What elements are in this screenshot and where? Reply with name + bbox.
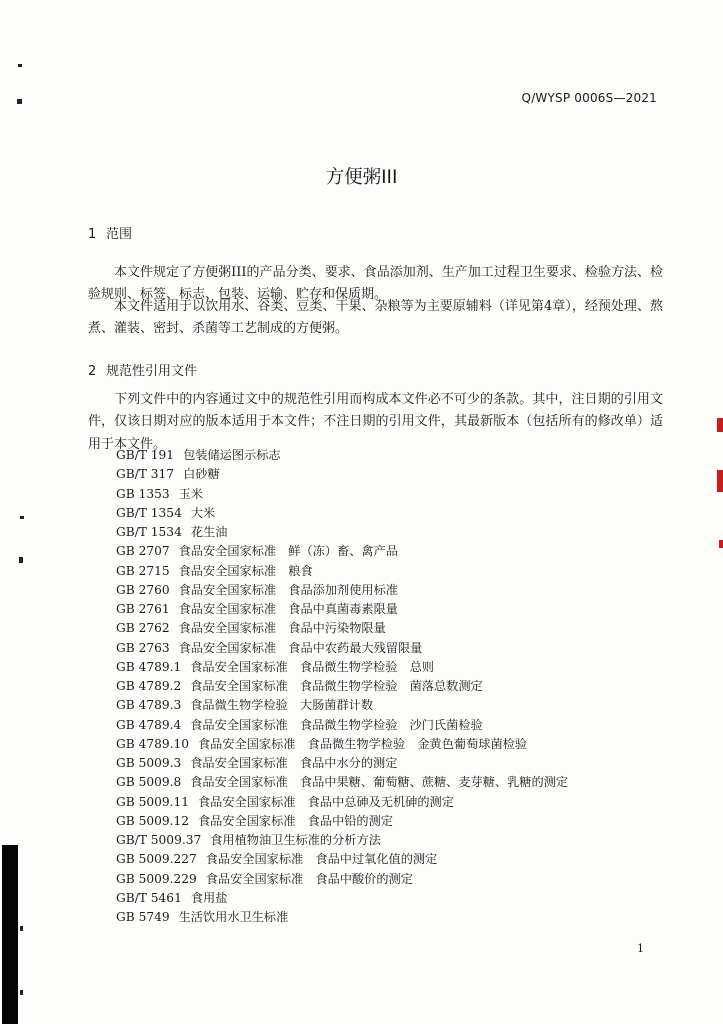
reference-title: 食品安全国家标准 食品中过氧化值的测定 bbox=[205, 852, 438, 867]
reference-code: GB 4789.3 bbox=[116, 698, 182, 713]
reference-code: GB 4789.2 bbox=[116, 679, 182, 693]
reference-title: 包装储运图示标志 bbox=[183, 448, 281, 462]
reference-title: 食品安全国家标准 食品中果糖、葡萄糖、蔗糖、麦芽糖、乳糖的测定 bbox=[190, 775, 569, 790]
reference-item bbox=[116, 658, 568, 677]
reference-code: GB/T 1354 bbox=[116, 505, 182, 520]
reference-title: 白砂糖 bbox=[183, 467, 220, 482]
scan-red-mark bbox=[717, 418, 723, 432]
reference-item bbox=[116, 735, 568, 754]
document-code: Q/WYSP 0006S—2021 bbox=[521, 91, 657, 105]
reference-item bbox=[116, 677, 568, 696]
reference-code: GB 5009.227 bbox=[116, 852, 197, 867]
section-number: 1 bbox=[88, 227, 97, 242]
reference-item bbox=[116, 812, 568, 831]
reference-title: 食品安全国家标准 食品中水分的测定 bbox=[190, 756, 398, 770]
page-number: 1 bbox=[637, 942, 644, 955]
reference-title: 食品安全国家标准 鲜（冻）畜、禽产品 bbox=[178, 544, 398, 559]
document-title: 方便粥III bbox=[325, 167, 398, 188]
reference-title: 食用植物油卫生标准的分析方法 bbox=[210, 833, 381, 847]
reference-item bbox=[116, 639, 568, 658]
reference-item bbox=[116, 696, 568, 715]
reference-code: GB 5009.8 bbox=[116, 775, 182, 790]
reference-item bbox=[116, 562, 568, 581]
reference-code: GB/T 1534 bbox=[116, 525, 182, 539]
reference-item bbox=[116, 504, 568, 523]
reference-item bbox=[116, 773, 568, 792]
reference-item bbox=[116, 831, 568, 850]
section-1-heading bbox=[88, 223, 132, 242]
reference-item bbox=[116, 754, 568, 773]
reference-title: 生活饮用水卫生标准 bbox=[178, 910, 289, 924]
reference-title: 食用盐 bbox=[190, 890, 228, 905]
reference-code: GB/T 5009.37 bbox=[116, 833, 202, 847]
reference-title: 食品安全国家标准 食品中总砷及无机砷的测定 bbox=[197, 794, 454, 809]
reference-title: 食品安全国家标准 食品微生物学检验 菌落总数测定 bbox=[190, 679, 483, 693]
scan-mark bbox=[20, 516, 24, 519]
reference-code: GB 2707 bbox=[116, 544, 170, 559]
reference-item bbox=[116, 523, 568, 542]
reference-code: GB 5009.12 bbox=[116, 813, 189, 828]
reference-item bbox=[116, 485, 568, 504]
scan-mark bbox=[20, 926, 23, 931]
reference-item bbox=[116, 465, 568, 484]
scan-mark bbox=[20, 990, 23, 995]
reference-item bbox=[116, 908, 568, 927]
reference-code: GB 4789.1 bbox=[116, 659, 182, 674]
reference-item bbox=[116, 793, 568, 812]
reference-title: 食品安全国家标准 食品中污染物限量 bbox=[178, 621, 386, 636]
reference-title: 食品安全国家标准 食品微生物学检验 金黄色葡萄球菌检验 bbox=[197, 736, 528, 751]
scan-red-mark bbox=[719, 540, 723, 548]
reference-code: GB/T 191 bbox=[116, 448, 175, 462]
reference-code: GB 4789.10 bbox=[116, 736, 189, 751]
reference-title: 食品安全国家标准 食品中真菌毒素限量 bbox=[178, 602, 398, 616]
reference-code: GB/T 317 bbox=[116, 467, 175, 482]
reference-item bbox=[116, 716, 568, 735]
reference-item bbox=[116, 542, 568, 561]
reference-code: GB 5749 bbox=[116, 910, 170, 924]
scan-mark bbox=[18, 64, 22, 67]
reference-code: GB 2762 bbox=[116, 621, 170, 636]
reference-code: GB 2715 bbox=[116, 563, 170, 578]
reference-code: GB/T 5461 bbox=[116, 890, 182, 905]
reference-item bbox=[116, 619, 568, 638]
reference-item bbox=[116, 600, 568, 619]
reference-code: GB 2760 bbox=[116, 582, 170, 597]
reference-code: GB 5009.3 bbox=[116, 756, 182, 770]
section-number: 2 bbox=[88, 364, 97, 379]
reference-item bbox=[116, 581, 568, 600]
reference-code: GB 5009.11 bbox=[116, 794, 189, 809]
reference-title: 食品安全国家标准 食品微生物学检验 沙门氏菌检验 bbox=[190, 717, 483, 732]
reference-item bbox=[116, 889, 568, 908]
reference-code: GB 5009.229 bbox=[116, 871, 197, 886]
reference-code: GB 2761 bbox=[116, 602, 170, 616]
reference-code: GB 1353 bbox=[116, 486, 170, 501]
reference-title: 食品安全国家标准 食品中酸价的测定 bbox=[205, 871, 413, 886]
section-title: 范围 bbox=[106, 227, 133, 242]
reference-title: 食品安全国家标准 食品中农药最大残留限量 bbox=[178, 640, 423, 655]
reference-title: 食品安全国家标准 食品添加剂使用标准 bbox=[178, 582, 398, 597]
reference-title: 大米 bbox=[190, 505, 216, 520]
reference-item bbox=[116, 870, 568, 889]
reference-title: 食品安全国家标准 食品中铅的测定 bbox=[197, 813, 393, 828]
scan-mark bbox=[17, 99, 22, 104]
reference-title: 食品安全国家标准 粮食 bbox=[178, 563, 313, 578]
reference-list bbox=[116, 446, 568, 927]
section-2-heading bbox=[88, 360, 197, 379]
references-intro-paragraph: 下列文件中的内容通过文中的规范性引用而构成本文件必不可少的条款。其中，注日期的引用文件，仅该日期对应的版本适用于本文件；不注日期的引用文件，其最新版本（包括所有的修改单）适用于本文件。 bbox=[88, 392, 663, 452]
reference-title: 食品微生物学检验 大肠菌群计数 bbox=[190, 698, 374, 713]
reference-code: GB 2763 bbox=[116, 640, 170, 655]
scope-paragraph: 本文件适用于以饮用水、谷类、豆类、干果、杂粮等为主要原辅料（详见第4章），经预处理、熬煮、灌装、密封、杀菌等工艺制成的方便粥。 bbox=[88, 299, 663, 337]
reference-title: 玉米 bbox=[178, 486, 203, 501]
section-title: 规范性引用文件 bbox=[106, 364, 198, 379]
reference-item bbox=[116, 850, 568, 869]
reference-title: 食品安全国家标准 食品微生物学检验 总则 bbox=[190, 659, 434, 674]
scan-edge-bar bbox=[2, 845, 18, 1024]
reference-title: 花生油 bbox=[190, 525, 228, 539]
scan-mark bbox=[19, 557, 23, 563]
reference-item bbox=[116, 446, 568, 465]
scope-paragraph: 本文件规定了方便粥III的产品分类、要求、食品添加剂、生产加工过程卫生要求、检验方法、检验规则、标签、标志、包装、运输、贮存和保质期。 bbox=[88, 265, 663, 303]
reference-code: GB 4789.4 bbox=[116, 717, 182, 732]
scan-red-mark bbox=[717, 470, 723, 492]
